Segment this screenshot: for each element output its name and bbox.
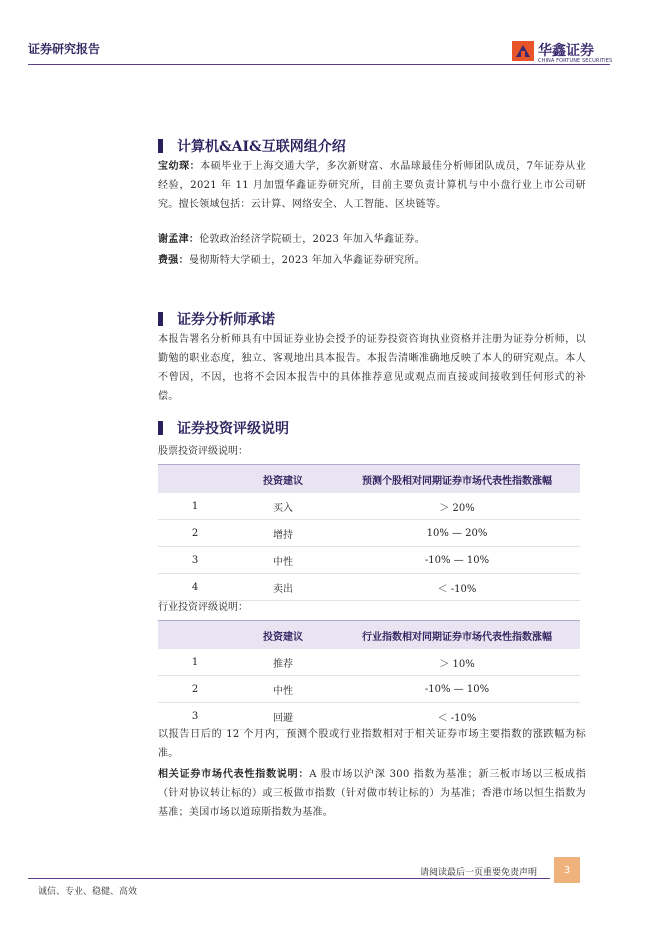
logo-mark-icon [512, 41, 534, 61]
table-cell: -10% — 10% [334, 676, 580, 703]
table-row [158, 676, 580, 703]
table-cell: 4 [158, 574, 232, 601]
table-cell: 3 [158, 547, 232, 574]
header-divider [28, 64, 610, 65]
member-bio-text: 伦敦政治经济学院硕士，2023 年加入华鑫证券。 [199, 234, 426, 245]
table-row [158, 547, 580, 574]
stock-rating-caption: 股票投资评级说明： [158, 446, 248, 457]
rating-period-note: 以报告日后的 12 个月内，预测个股或行业指数相对于相关证券市场主要指数的涨跌幅为标准。 [158, 729, 586, 759]
table-header-cell [158, 621, 232, 650]
table-row [158, 493, 580, 520]
page-number: 3 [554, 857, 580, 883]
industry-rating-table [158, 620, 580, 730]
table-cell: 1 [158, 649, 232, 676]
table-cell: 3 [158, 703, 232, 730]
footer-slogan: 诚信、专业、稳健、高效 [38, 887, 138, 897]
section-marker-icon [158, 312, 163, 326]
table-header-cell: 投资建议 [232, 621, 334, 650]
member-name: 谢孟津： [158, 234, 200, 245]
stock-rating-table [158, 464, 580, 601]
report-type-label: 证券研究报告 [28, 42, 101, 56]
table-row [158, 649, 580, 676]
member-bio-text: 本硕毕业于上海交通大学，多次新财富、水晶球最佳分析师团队成员，7年证券从业经验，2021 年 11 月加盟华鑫证券研究所，目前主要负责计算机与中小盘行业上市公司研究。擅长领域包括：云计算、网络安全、人工智能、区块链等。 [158, 161, 586, 210]
ratings-section-heading [158, 418, 289, 438]
table-header-row [158, 621, 580, 650]
member-bio-text: 曼彻斯特大学硕士，2023 年加入华鑫证券研究所。 [188, 255, 426, 266]
disclaimer-note: 请阅读最后一页重要免责声明 [420, 868, 538, 878]
pledge-section-heading [158, 309, 275, 329]
section-marker-icon [158, 421, 163, 435]
logo-text-en: CHINA FORTUNE SECURITIES [538, 58, 613, 64]
ratings-heading-text: 证券投资评级说明 [177, 421, 289, 437]
index-label: 相关证券市场代表性指数说明： [158, 769, 310, 780]
member-bio-2 [158, 230, 586, 249]
table-cell: 1 [158, 493, 232, 520]
team-section-heading [158, 136, 346, 156]
index-text: A 股市场以沪深 300 指数为基准；新三板市场以三板成指（针对协议转让标的）或三板做市指数（针对做市转让标的）为基准；香港市场以恒生指数为基准；美国市场以道琼斯指数为基准。 [158, 769, 586, 818]
table-cell: -10% — 10% [334, 547, 580, 574]
table-row [158, 574, 580, 601]
member-name: 宝幼琛： [158, 161, 201, 172]
member-name: 费强： [158, 255, 189, 266]
table-cell: 回避 [232, 703, 334, 730]
table-cell: 增持 [232, 520, 334, 547]
logo-text-cn: 华鑫证券 [538, 43, 594, 59]
table-header-cell: 行业指数相对同期证券市场代表性指数涨幅 [334, 621, 580, 650]
table-cell: 中性 [232, 676, 334, 703]
table-header-cell [158, 465, 232, 494]
table-cell: 2 [158, 676, 232, 703]
table-cell: 10% — 20% [334, 520, 580, 547]
table-header-cell: 预测个股相对同期证券市场代表性指数涨幅 [334, 465, 580, 494]
table-row [158, 520, 580, 547]
industry-rating-caption: 行业投资评级说明： [158, 602, 248, 613]
table-cell: 2 [158, 520, 232, 547]
pledge-heading-text: 证券分析师承诺 [177, 312, 275, 328]
table-cell: 买入 [232, 493, 334, 520]
table-cell: ＞ 20% [334, 493, 580, 520]
pledge-text: 本报告署名分析师具有中国证券业协会授予的证券投资咨询执业资格并注册为证券分析师，以勤勉的职业态度，独立、客观地出具本报告。本报告清晰准确地反映了本人的研究观点。本人不曾因，不因，也将不会因本报告中的具体推荐意见或观点而直接或间接收到任何形式的补偿。 [158, 334, 586, 402]
table-cell: ＞ 10% [334, 649, 580, 676]
table-cell: ＜ -10% [334, 703, 580, 730]
member-bio-3 [158, 251, 586, 270]
company-logo [512, 40, 612, 64]
table-cell: 推荐 [232, 649, 334, 676]
table-cell: ＜ -10% [334, 574, 580, 601]
table-header-cell: 投资建议 [232, 465, 334, 494]
footer-divider [28, 878, 550, 879]
table-cell: 卖出 [232, 574, 334, 601]
section-marker-icon [158, 139, 163, 153]
member-bio-1 [158, 157, 586, 214]
table-cell: 中性 [232, 547, 334, 574]
index-description [158, 765, 586, 822]
team-heading-text: 计算机&AI&互联网组介绍 [177, 139, 346, 155]
table-header-row [158, 465, 580, 494]
